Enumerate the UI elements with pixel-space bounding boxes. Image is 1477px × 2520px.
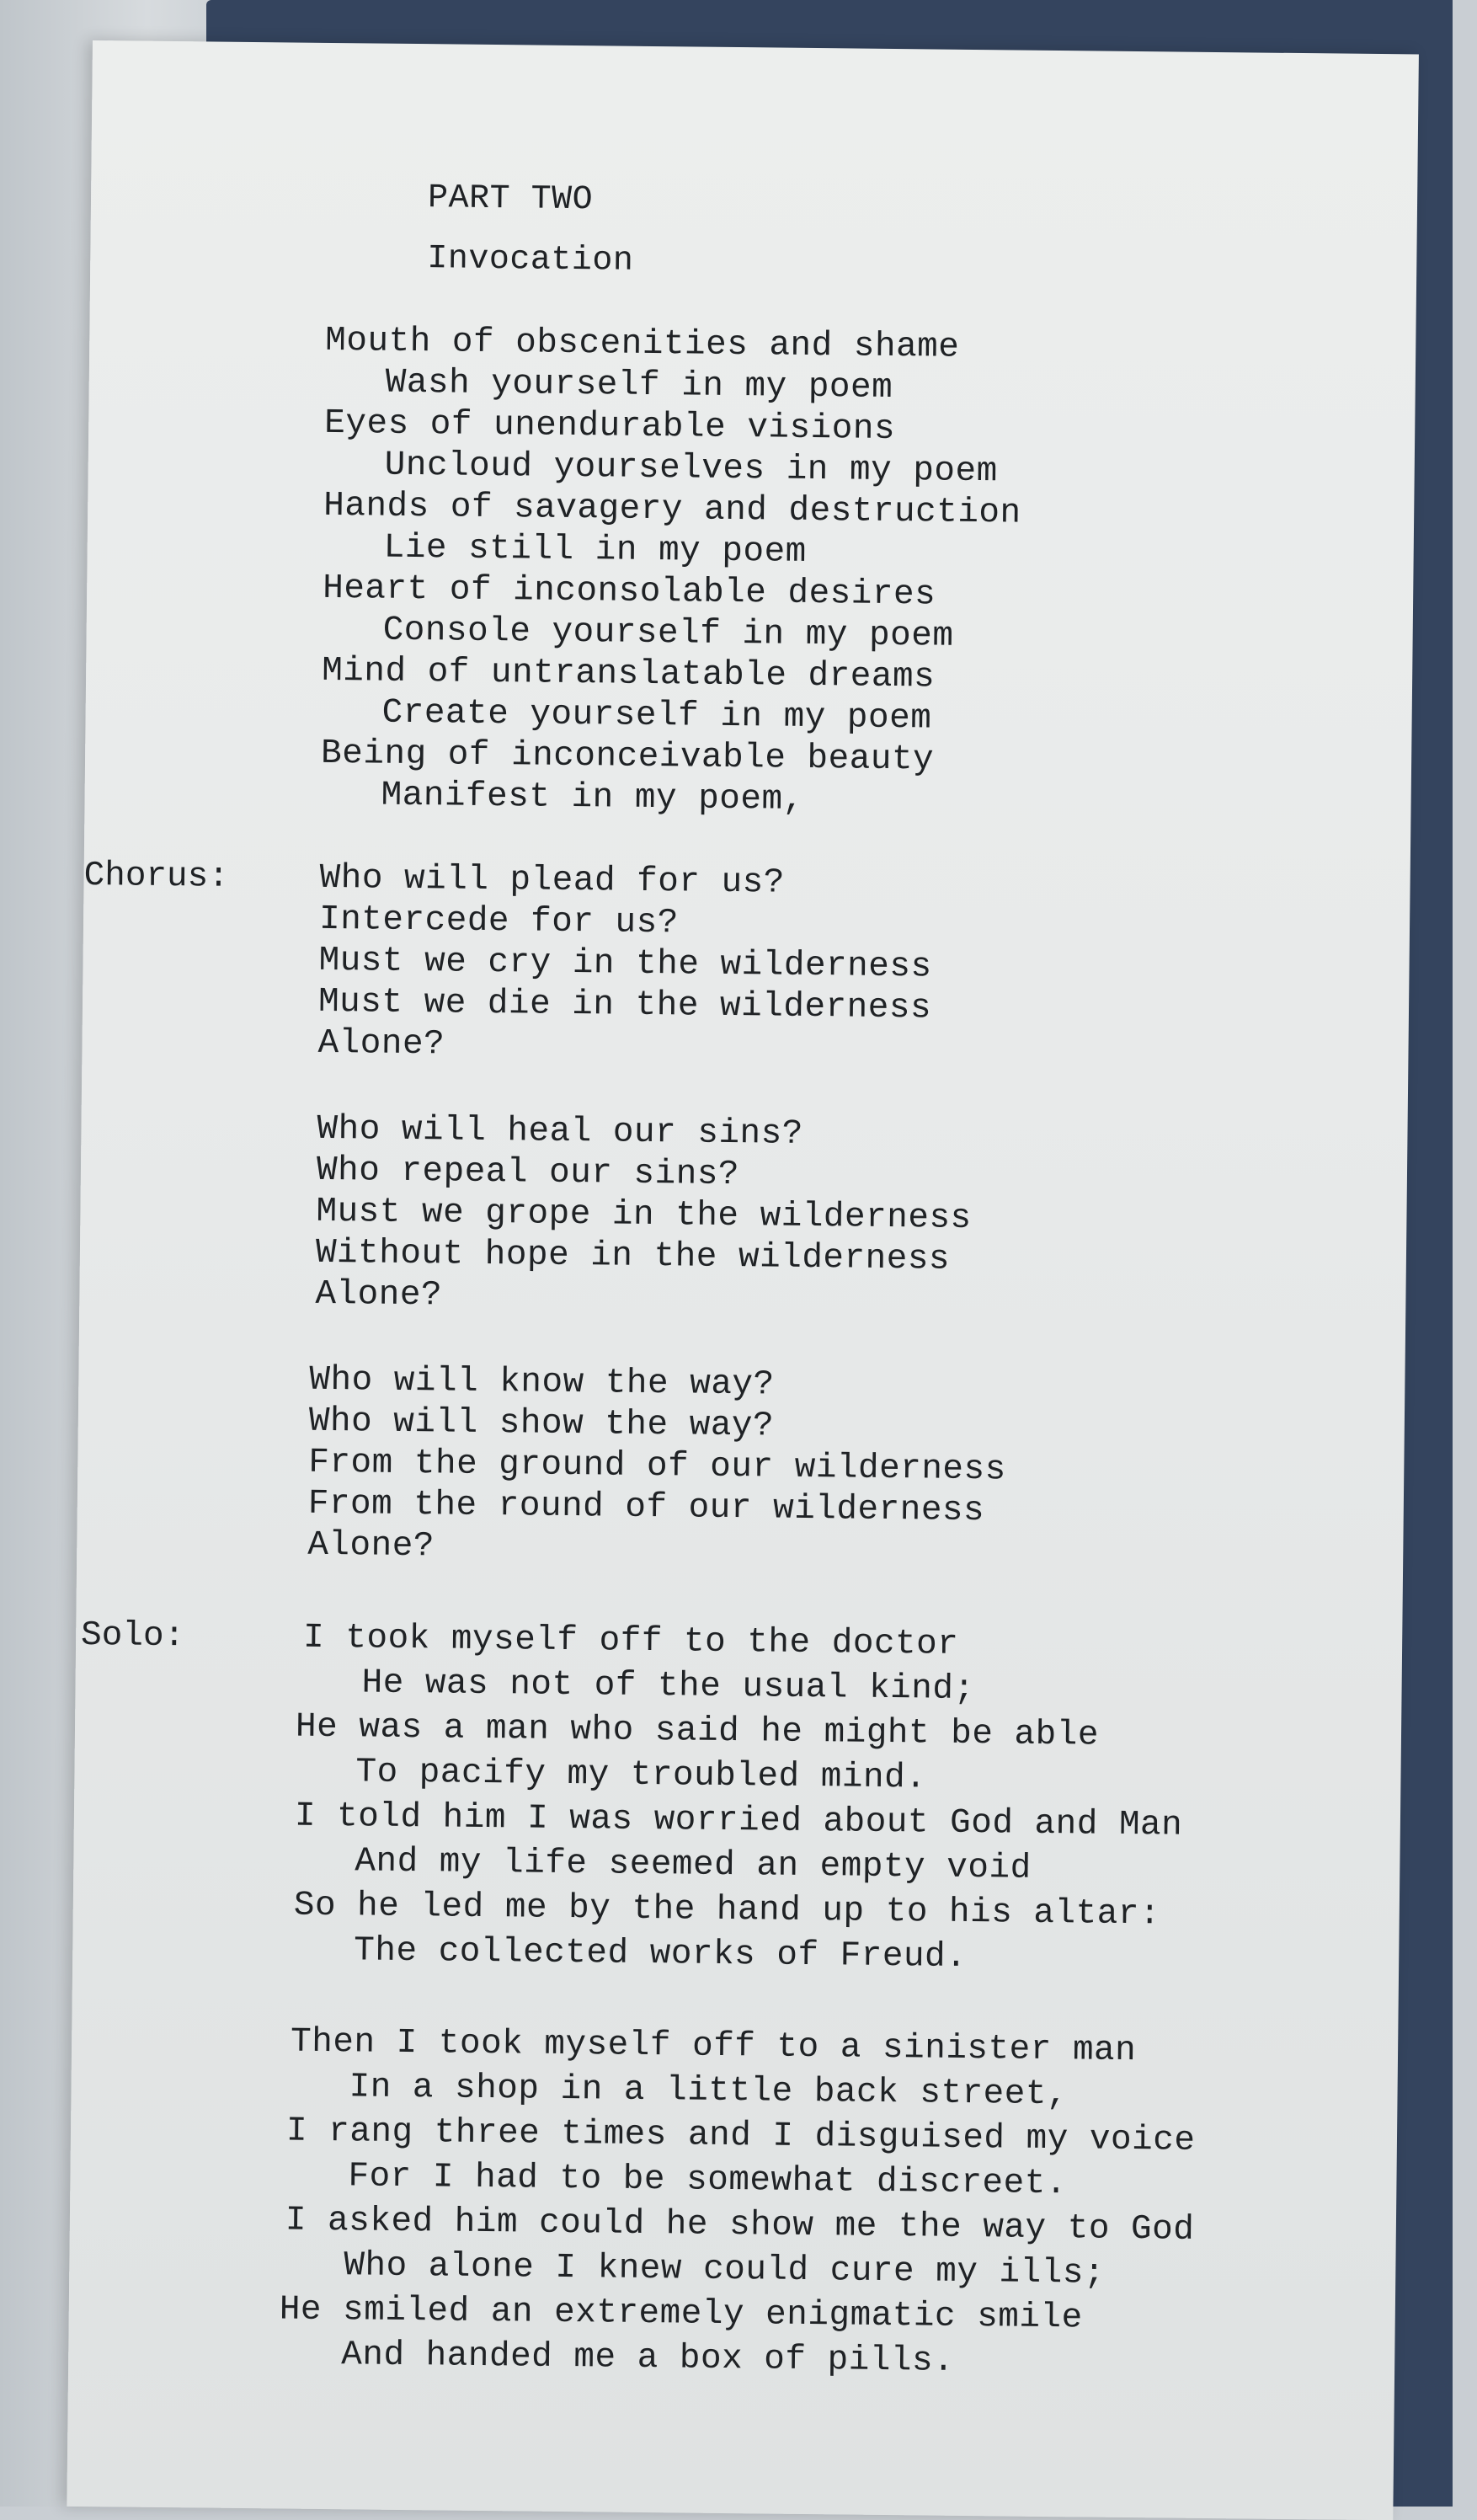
document-page: [67, 40, 1419, 2520]
poem-line: From the ground of our wilderness: [308, 1443, 1006, 1490]
poem-line: Who alone I knew could cure my ills;: [344, 2246, 1106, 2293]
poem-line: Eyes of unendurable visions: [324, 403, 896, 450]
poem-line: And my life seemed an empty void: [355, 1842, 1032, 1888]
poem-line: Without hope in the wilderness: [315, 1233, 951, 1279]
poem-line: I took myself off to the doctor: [302, 1618, 959, 1664]
solo-speaker-label: Solo:: [80, 1615, 185, 1657]
poem-line: Who will know the way?: [309, 1360, 775, 1405]
poem-line: Manifest in my poem,: [381, 776, 804, 820]
poem-line: Heart of inconsolable desires: [322, 569, 936, 615]
section-heading: Invocation: [427, 240, 634, 280]
poem-line: Mouth of obscenities and shame: [325, 321, 960, 367]
poem-line: Alone?: [315, 1274, 443, 1316]
poem-line: Who will heal our sins?: [317, 1109, 804, 1154]
poem-line: Must we grope in the wilderness: [316, 1192, 972, 1239]
poem-line: Alone?: [307, 1525, 435, 1567]
poem-line: He was not of the usual kind;: [361, 1663, 975, 1710]
poem-line: Wash yourself in my poem: [385, 363, 893, 408]
poem-line: The collected works of Freud.: [354, 1931, 968, 1977]
poem-line: Mind of untranslatable dreams: [321, 651, 936, 697]
poem-line: Then I took myself off to a sinister man: [290, 2022, 1137, 2071]
poem-line: He smiled an extremely enigmatic smile: [279, 2290, 1083, 2338]
poem-line: To pacify my troubled mind.: [355, 1753, 927, 1798]
poem-line: I told him I was worried about God and Man: [294, 1797, 1183, 1845]
poem-line: I asked him could he show me the way to God: [285, 2201, 1195, 2250]
poem-line: Being of inconceivable beauty: [320, 734, 935, 780]
poem-line: In a shop in a little back street,: [349, 2068, 1069, 2115]
poem-line: Uncloud yourselves in my poem: [384, 446, 998, 492]
poem-line: Must we cry in the wilderness: [318, 941, 932, 987]
poem-line: Who will show the way?: [308, 1401, 775, 1446]
poem-line: Hands of savagery and destruction: [323, 486, 1021, 533]
poem-line: Must we die in the wilderness: [317, 982, 932, 1028]
poem-line: So he led me by the hand up to his altar:: [293, 1886, 1161, 1935]
poem-line: For I had to be somewhat discreet.: [348, 2157, 1068, 2204]
poem-line: Intercede for us?: [318, 900, 680, 943]
poem-line: Lie still in my poem: [383, 528, 808, 572]
part-heading: PART TWO: [427, 179, 594, 220]
poem-line: And handed me a box of pills.: [340, 2336, 955, 2381]
poem-line: Console yourself in my poem: [382, 611, 954, 656]
poem-line: Who will plead for us?: [319, 858, 786, 903]
poem-line: Create yourself in my poem: [381, 693, 932, 739]
poem-line: From the round of our wilderness: [307, 1484, 985, 1531]
poem-line: Who repeal our sins?: [316, 1151, 740, 1195]
chorus-speaker-label: Chorus:: [83, 856, 230, 897]
poem-line: I rang three times and I disguised my voice: [285, 2112, 1196, 2160]
poem-line: Alone?: [317, 1023, 445, 1065]
poem-line: He was a man who said he might be able: [295, 1707, 1100, 1755]
